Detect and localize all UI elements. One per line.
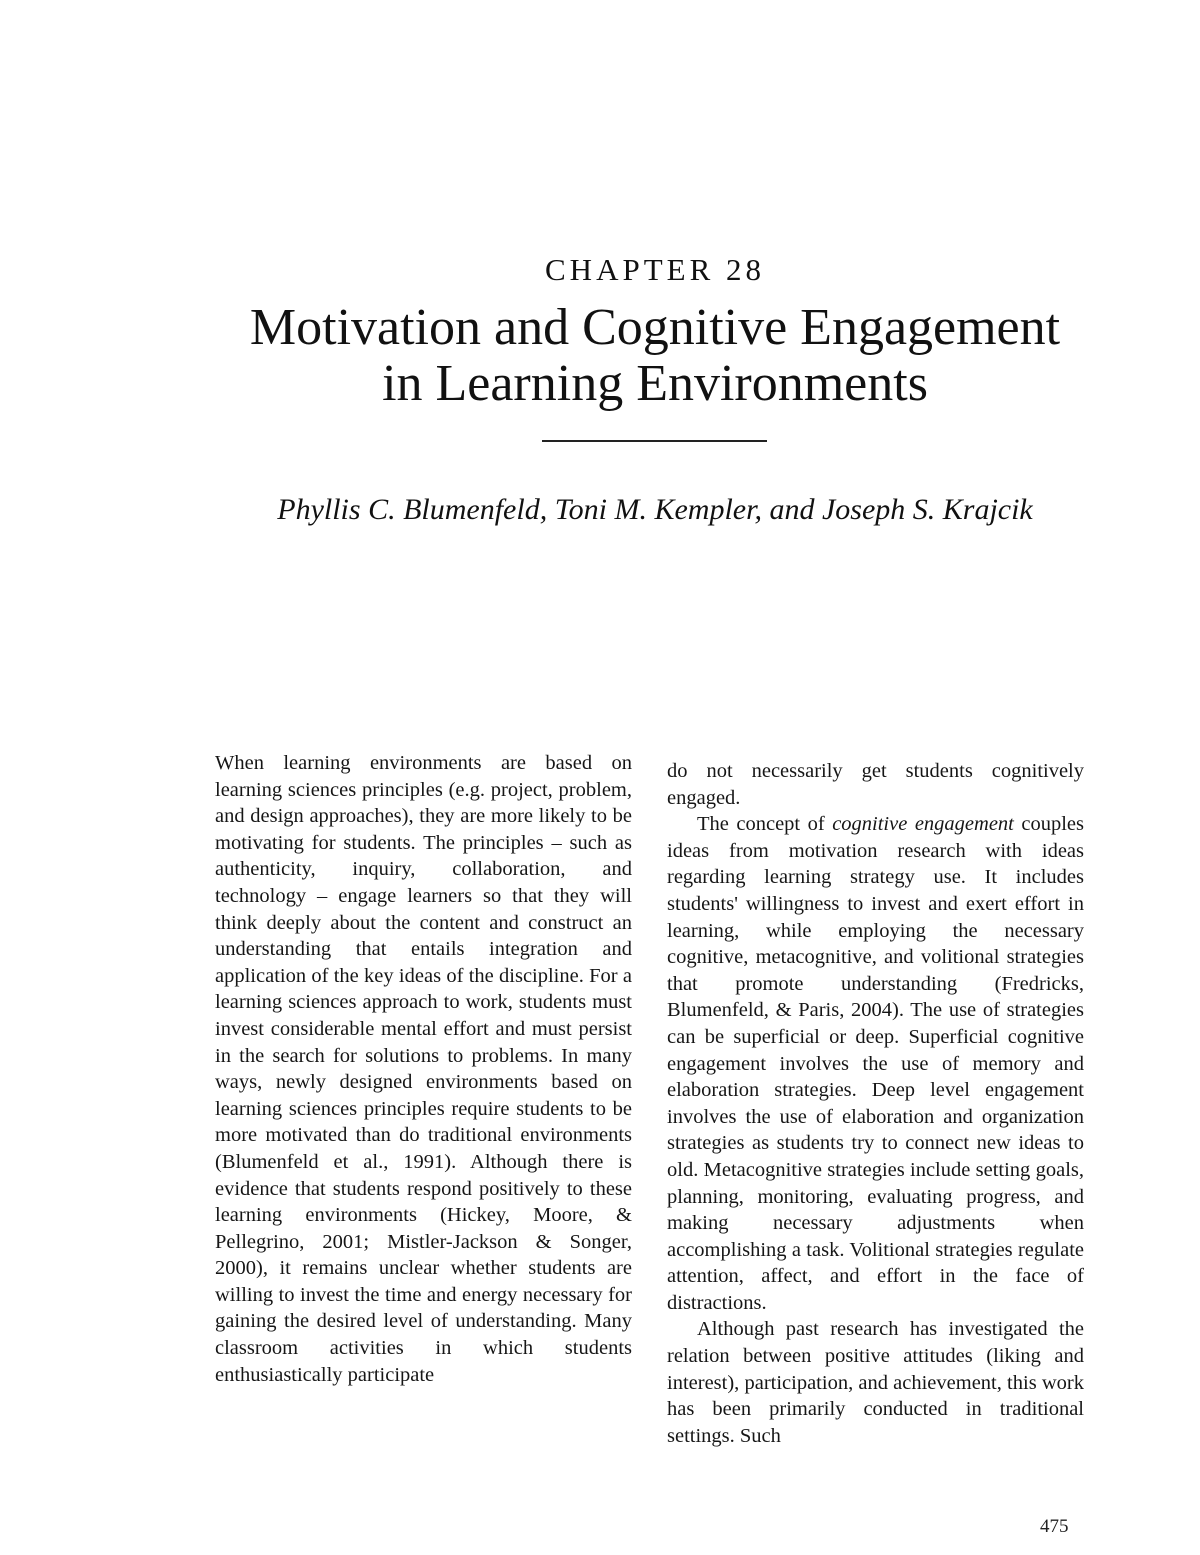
authors: Phyllis C. Blumenfeld, Toni M. Kempler, and Joseph S. Krajcik <box>277 493 1033 526</box>
chapter-label: CHAPTER 28 <box>545 252 765 287</box>
paragraph-1-continuation: do not necessarily get students cognitively engaged. <box>667 760 1084 809</box>
chapter-title-line-2: in Learning Environments <box>382 355 928 412</box>
term-cognitive-engagement: cognitive engagement <box>832 813 1014 836</box>
chapter-title-line-1: Motivation and Cognitive Engagement <box>249 299 1061 356</box>
chapter-title <box>240 300 1070 412</box>
paragraph-2 <box>667 811 1084 1316</box>
paragraph-1: When learning environments are based on learning sciences principles (e.g. project, problem, and design approaches), they are more likely to be motivating for students. The principles – such as authenticity, inquiry, collaboration, and technology – engage learners so that they will think deeply about the content and construct an understanding that entails integration and application of the key ideas of the discipline. For a learning sciences approach to work, students must invest considerable mental effort and must persist in the search for solutions to problems. In many ways, newly designed environments based on learning sciences principles require students to be more motivated than do traditional environments (Blumenfeld et al., 1991). Although there is evidence that students respond positively to these learning environments (Hickey, Moore, & Pellegrino, 2001; Mistler-Jackson & Songer, 2000), it remains unclear whether students are willing to invest the time and energy necessary for gaining the desired level of understanding. Many classroom activities in which students enthusiastically participate <box>215 752 632 1386</box>
paragraph-2-start: The concept of <box>697 813 833 836</box>
paragraph-3: Although past research has investigated the relation between positive attitudes (liking and interest), participation, and achievement, this work has been primarily conducted in traditional settings. Such <box>667 1318 1084 1447</box>
title-divider <box>542 440 767 442</box>
paragraph-2-rest: couples ideas from motivation research with ideas regarding learning strategy use. It includes students' willingness to invest and exert effort in learning, while employing the necessary cognitive, metacognitive, and volitional strategies that promote understanding (Fredricks, Blumenfeld, & Paris, 2004). The use of strategies can be superficial or deep. Superficial cognitive engagement involves the use of memory and elaboration strategies. Deep level engagement involves the use of elaboration and organization strategies as students try to connect new ideas to old. Metacognitive strategies include setting goals, planning, monitoring, evaluating progress, and making necessary adjustments when accomplishing a task. Volitional strategies regulate attention, affect, and effort in the face of distractions. <box>667 813 1084 1314</box>
right-column <box>667 758 1084 1449</box>
page-number: 475 <box>1040 1516 1069 1537</box>
left-column <box>215 750 632 1388</box>
